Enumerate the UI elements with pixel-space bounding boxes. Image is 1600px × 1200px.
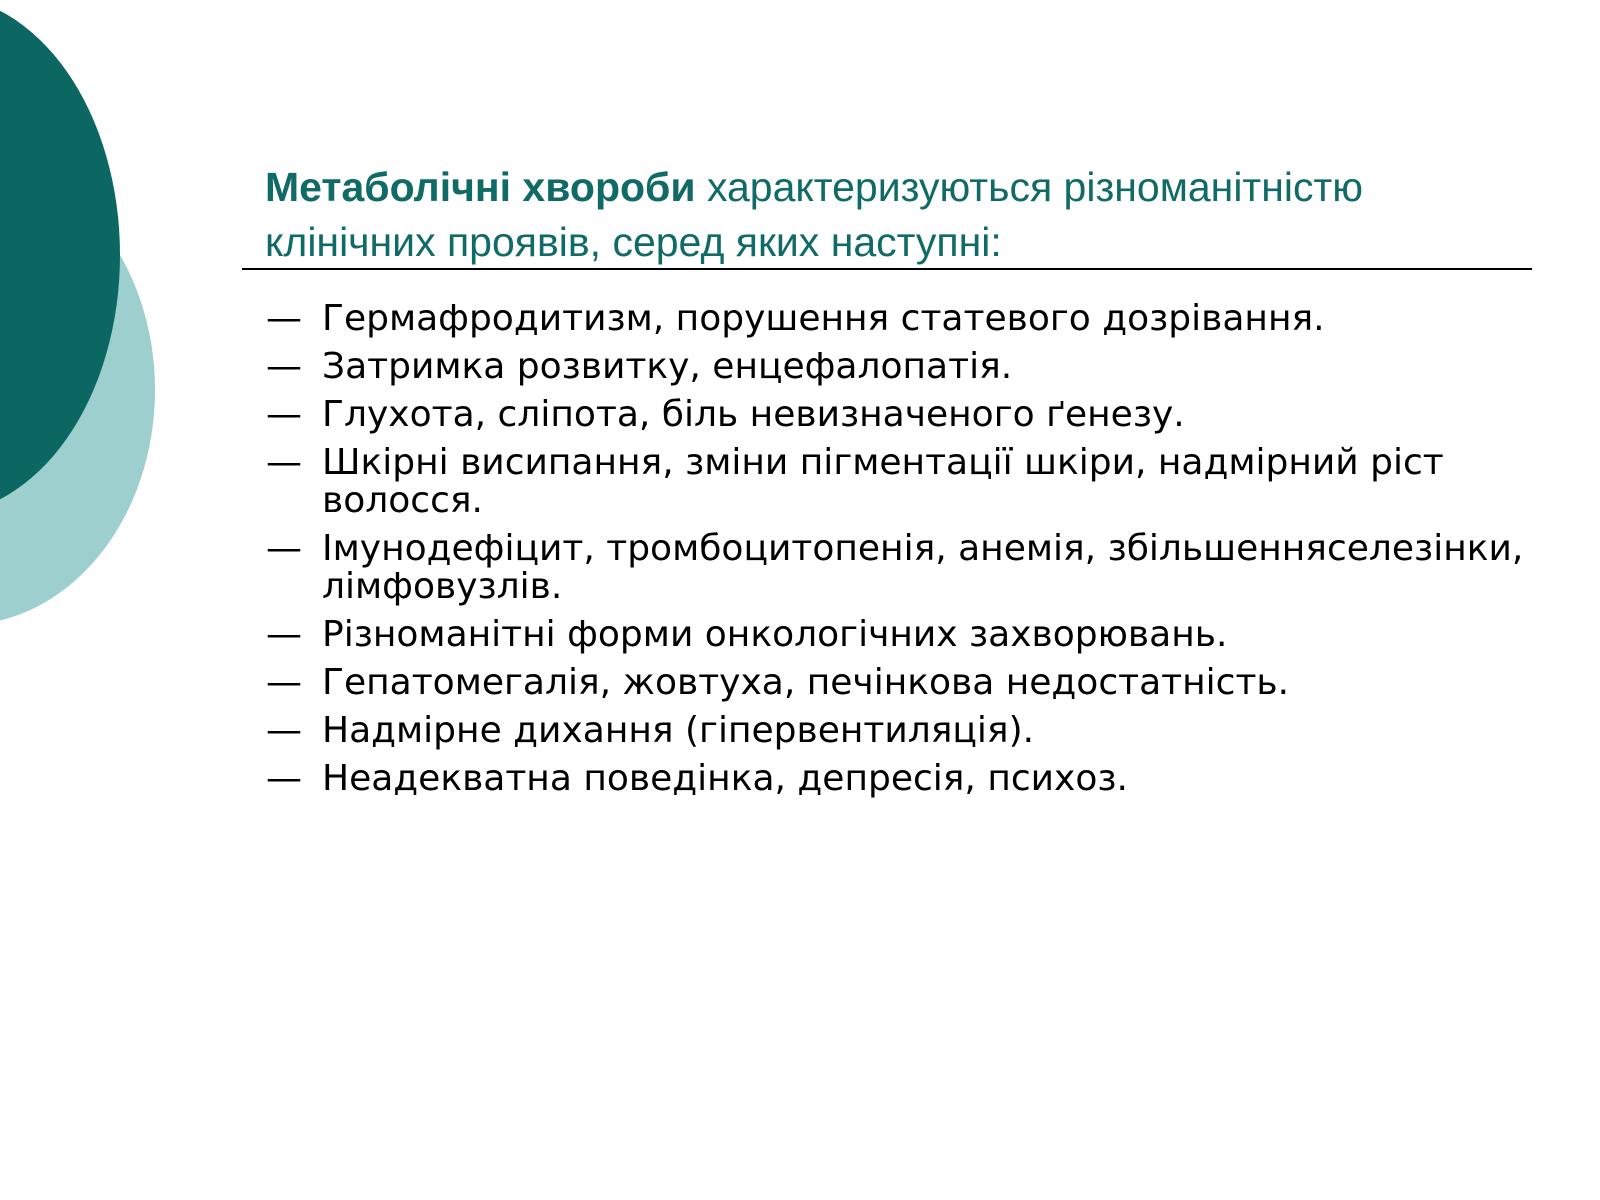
title-rest-part: характеризуються різноманітністю клінічних проявів, серед яких наступні: [265, 164, 1363, 265]
list-item-text: Шкірні висипання, зміни пігментації шкіри, надмірний ріст волосся. [322, 442, 1444, 521]
symptom-list [266, 300, 1566, 808]
list-item-text: Надмірне дихання (гіпервентиляція). [322, 710, 1035, 751]
list-item [266, 616, 1566, 654]
list-item-text: Гермафродитизм, порушення статевого дозрівання. [322, 298, 1325, 339]
list-item [266, 444, 1566, 520]
list-item [266, 760, 1566, 798]
list-item [266, 530, 1566, 606]
list-item-text: Імунодефіцит, тромбоцитопенія, анемія, збільшенняселезінки, лімфовузлів. [322, 528, 1524, 607]
dash-bullet: — [266, 346, 302, 387]
dash-bullet: — [266, 662, 302, 703]
dash-bullet: — [266, 710, 302, 751]
list-item-text: Різноманітні форми онкологічних захворювань. [322, 614, 1228, 655]
title-divider [242, 268, 1532, 270]
dash-bullet: — [266, 758, 302, 799]
dash-bullet: — [266, 528, 302, 569]
slide-title [265, 160, 1525, 270]
list-item [266, 348, 1566, 386]
dash-bullet: — [266, 298, 302, 339]
dash-bullet: — [266, 394, 302, 435]
list-item [266, 712, 1566, 750]
dash-bullet: — [266, 442, 302, 483]
list-item [266, 396, 1566, 434]
list-item-text: Гепатомегалія, жовтуха, печінкова недостатність. [322, 662, 1290, 703]
list-item-text: Неадекватна поведінка, депресія, психоз. [322, 758, 1128, 799]
list-item-text: Глухота, сліпота, біль невизначеного ґенезу. [322, 394, 1185, 435]
list-item [266, 300, 1566, 338]
dash-bullet: — [266, 614, 302, 655]
title-bold-part: Метаболічні хвороби [265, 164, 696, 210]
list-item-text: Затримка розвитку, енцефалопатія. [322, 346, 1013, 387]
list-item [266, 664, 1566, 702]
